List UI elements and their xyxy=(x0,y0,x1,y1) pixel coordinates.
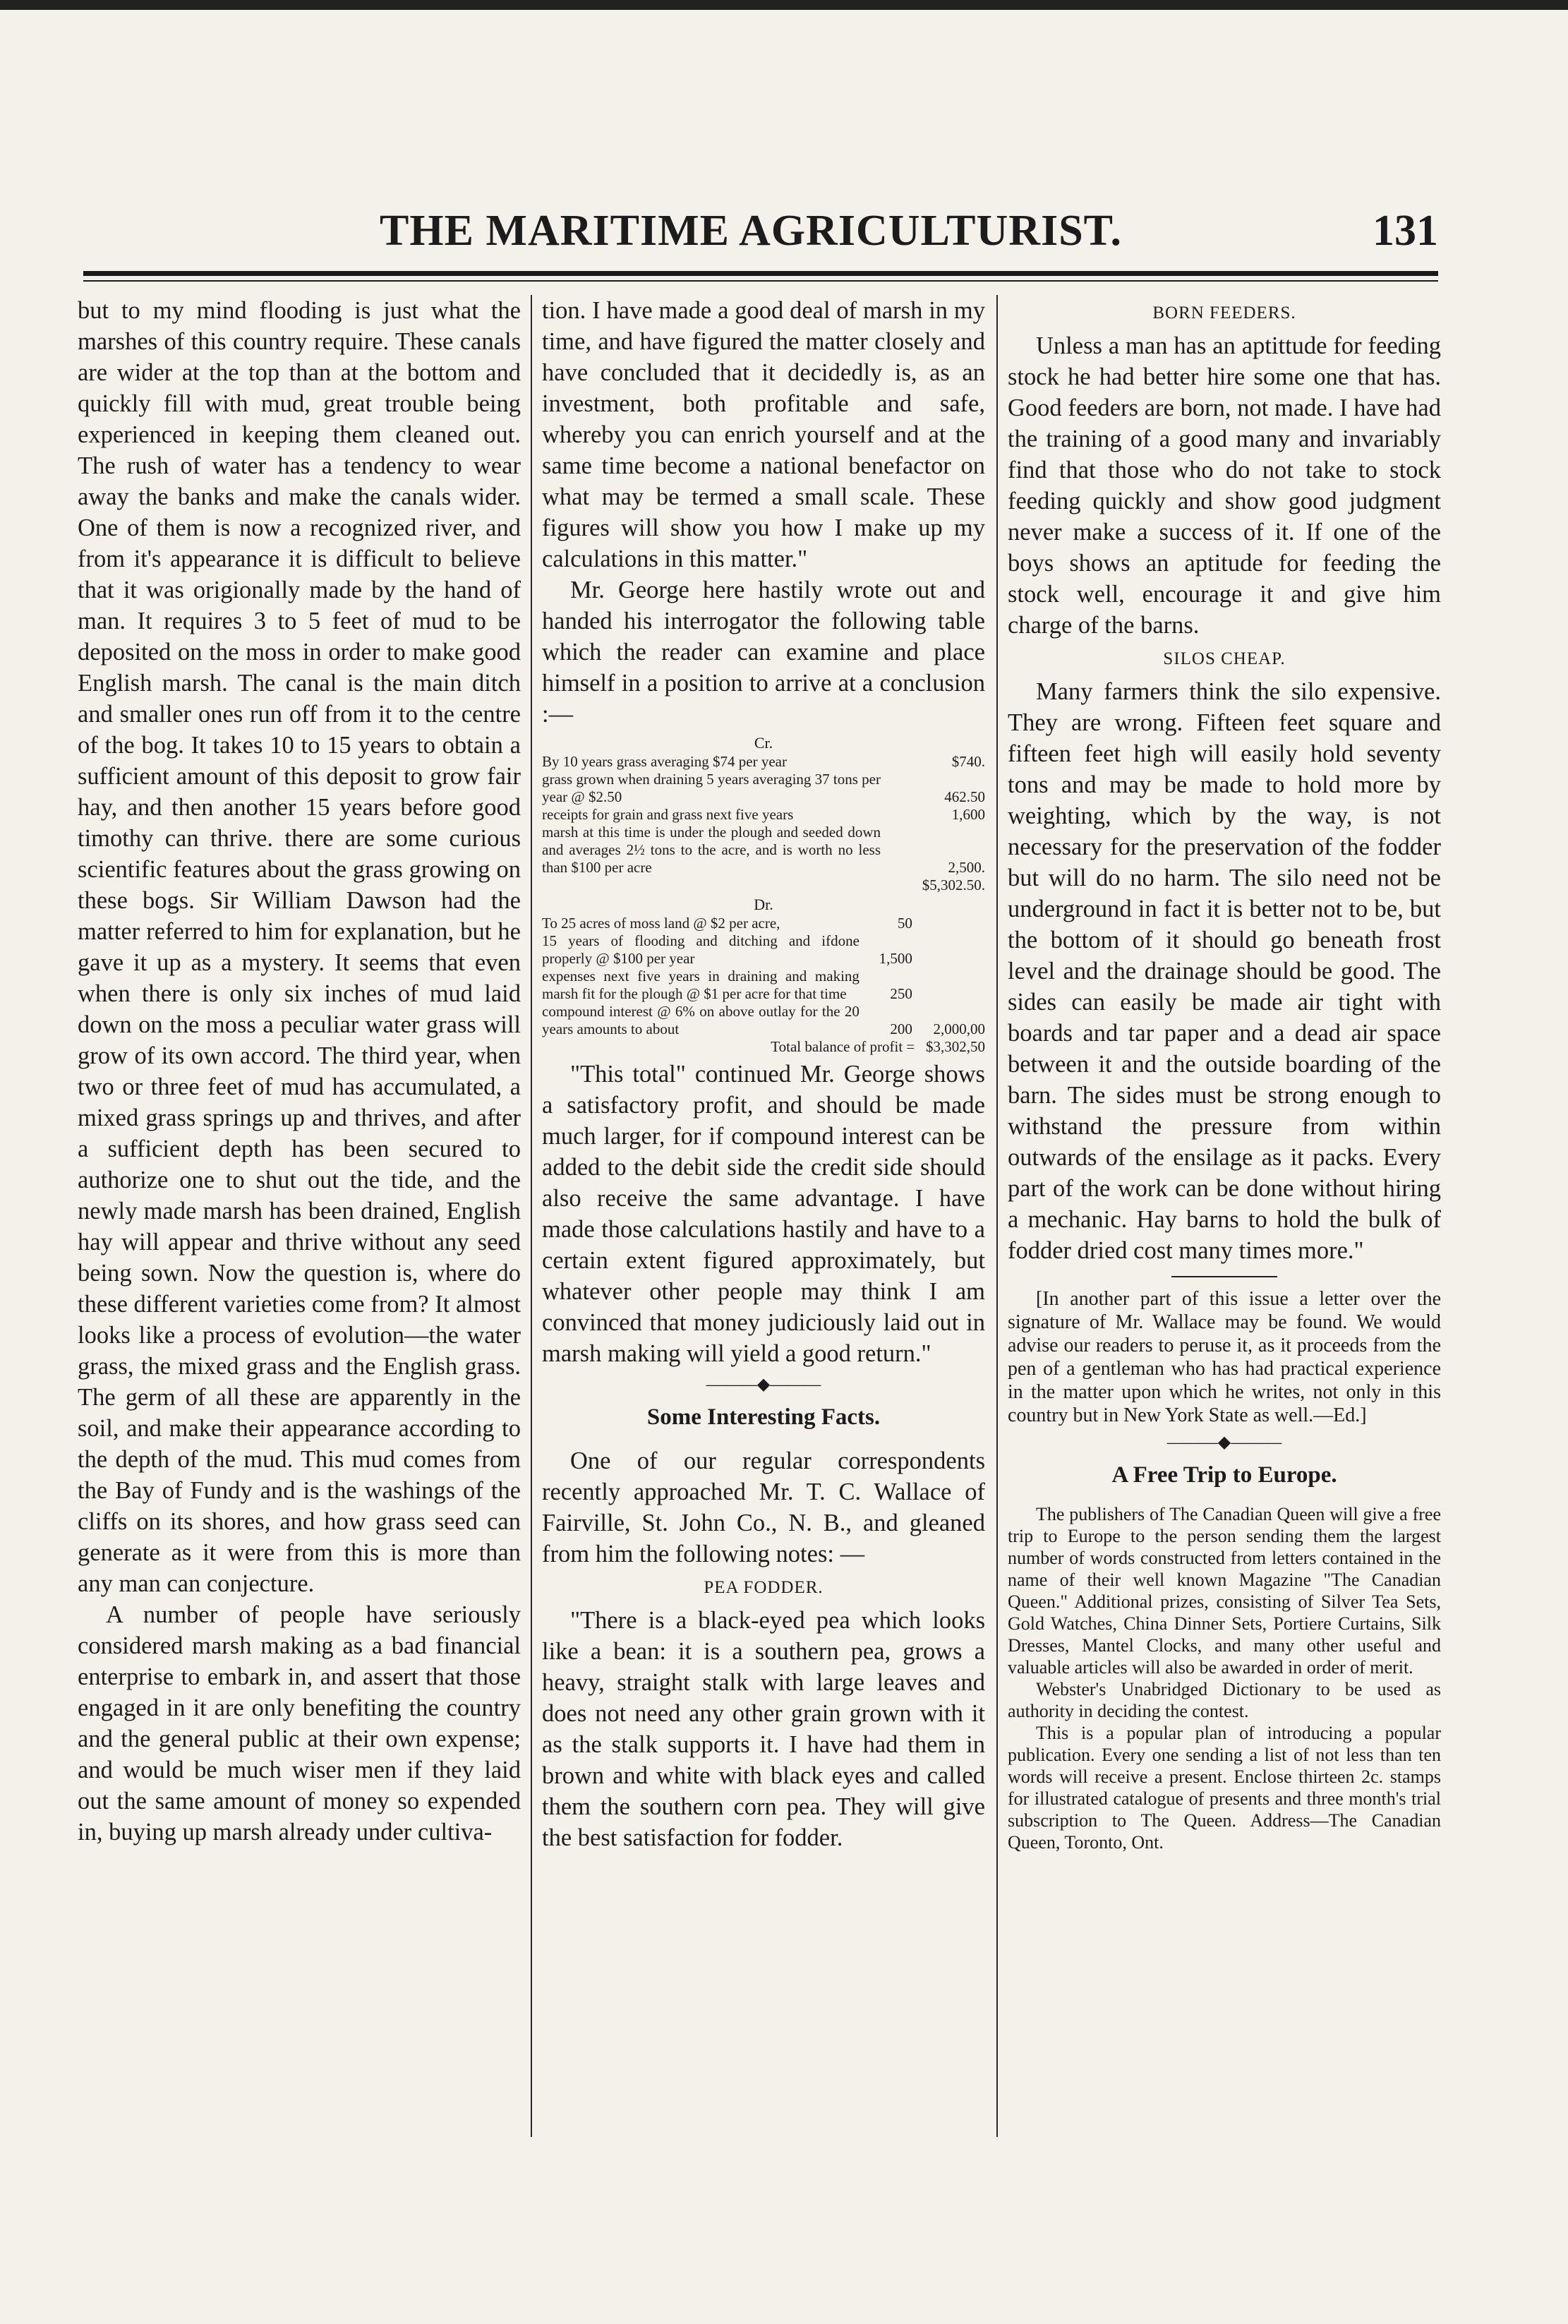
divider-line xyxy=(1171,1276,1277,1277)
page-header xyxy=(83,206,1438,263)
editor-note: [In another part of this issue a letter over the signature of Mr. Wallace may be found. We would advise our readers to peruse it, as it proceeds from the pen of a gentleman who has had practical experience in the matter upon which he writes, not only in this country but in New York State as well.—Ed.] xyxy=(1008,1288,1441,1426)
paragraph: tion. I have made a good deal of marsh in my time, and have figured the matter closely and have concluded that it decidedly is, as an investment, both profitable and safe, whereby you can enrich yourself and at the same time become a national benefactor on what may be termed a small scale. These figures will show you how I make up my calculations in this matter." xyxy=(542,297,985,572)
subheading: BORN FEEDERS. xyxy=(1152,303,1296,323)
table-row xyxy=(542,824,985,877)
section-separator: ———◆——— xyxy=(1166,1433,1282,1452)
row-text: To 25 acres of moss land @ $2 per acre, xyxy=(542,915,780,932)
row-text: grass grown when draining 5 years averaging 37 tons per year @ $2.50 xyxy=(542,771,881,805)
row-amount: $740. xyxy=(951,753,985,770)
row-amount: 1,500 xyxy=(879,950,912,967)
row-amount: 2,500. xyxy=(948,859,985,876)
advertisement-text: Webster's Unabridged Dictionary to be used as authority in deciding the contest. xyxy=(1008,1679,1441,1721)
credit-label: Cr. xyxy=(754,734,773,752)
advertisement-text: The publishers of The Canadian Queen will give a free trip to Europe to the person sending them the largest number of words constructed from letters contained in the name of their well known Magazine "The Canadian Queen." Additional prizes, consisting of Silver Tea Sets, Gold Watches, China Dinner Sets, Portiere Curtains, Silk Dresses, Mantel Clocks, and many other useful and valuable articles will also be awarded in order of merit. xyxy=(1008,1504,1441,1678)
column-1 xyxy=(78,295,521,2158)
paragraph: "There is a black-eyed pea which looks like a bean: it is a southern pea, grows a heavy, straight stalk with large leaves and does not need any other grain grown with it as the stalk supports it. I have had them in brown and white with black eyes and called them the southern corn pea. They will give the best satisfaction for fodder. xyxy=(542,1607,985,1851)
profit-label: Total balance of profit = xyxy=(771,1038,915,1055)
profit-value: $3,302,50 xyxy=(926,1038,985,1055)
header-rule xyxy=(83,271,1438,276)
table-row xyxy=(542,1003,985,1038)
paragraph: but to my mind flooding is just what the marshes of this country require. These canals are wider at the top than at the bottom and quickly fill with mud, great trouble being experienced in keeping them cleaned out. The rush of water has a tendency to wear away the banks and make the canals wider. One of them is now a recognized river, and from it's appearance it is difficult to believe that it was origionally made by the hand of man. It requires 3 to 5 feet of mud to be deposited on the moss in order to make good English marsh. The canal is the main ditch and smaller ones run off from it to the centre of the bog. It takes 10 to 15 years to obtain a sufficient amount of this deposit to grow fair hay, and then another 15 years before good timothy can thrive. there are some curious scientific features about the grass growing on these bogs. Sir William Dawson had the matter referred to him for explanation, but he gave it up as a mystery. It seems that even when there is only six inches of mud laid down on the moss a peculiar water grass will grow of its own accord. The third year, when two or three feet of mud has accumulated, a mixed grass springs up and thrives, and after a sufficient depth has been secured to authorize one to shut out the tide, and the newly made marsh has been drained, English hay will appear and thrive without any seed being sown. Now the question is, where do these different varieties come from? It almost looks like a process of evolution—the water grass, the mixed grass and the English grass. The germ of all these are apparently in the soil, and make their appearance according to the depth of the mud. This mud comes from the Bay of Fundy and is the washings of the cliffs on its shores, and how grass seed can generate as it were from this is more than any man can conjecture. xyxy=(78,297,521,1597)
debit-label: Dr. xyxy=(754,896,773,913)
column-3 xyxy=(1008,295,1441,2158)
section-heading: A Free Trip to Europe. xyxy=(1111,1462,1337,1488)
scan-top-edge xyxy=(0,0,1568,10)
table-row xyxy=(542,968,985,1003)
table-row xyxy=(542,806,985,824)
column-divider xyxy=(996,295,998,2137)
section-separator: ———◆——— xyxy=(706,1375,821,1394)
table-row xyxy=(542,753,985,771)
row-text: compound interest @ 6% on above outlay for the 20 years amounts to about xyxy=(542,1003,860,1037)
table-row xyxy=(542,915,985,932)
row-amount: 200 xyxy=(890,1020,912,1037)
paragraph: Many farmers think the silo expensive. They are wrong. Fifteen feet square and fifteen feet high will easily hold seventy tons and may be made to hold more by weighting, which by the way, is not necessary for the preservation of the fodder but will do no harm. The silo need not be underground in fact it is better not to be, but the bottom of it should go beneath frost level and the drainage should be good. The sides can easily be made air tight with boards and tar paper and a dead air space between it and the outside boarding of the barn. The sides must be strong enough to withstand the pressure from within outwards of the ensilage as it packs. Every part of the work can be done without hiring a mechanic. Hay barns to hold the bulk of fodder dried cost many times more." xyxy=(1008,678,1441,1264)
credit-total: $5,302.50. xyxy=(922,877,985,893)
paragraph: Mr. George here hastily wrote out and handed his interrogator the following table which the reader can examine and place himself in a position to arrive at a conclusion :— xyxy=(542,577,985,728)
row-amount: 462.50 xyxy=(944,788,985,805)
paragraph: "This total" continued Mr. George shows a satisfactory profit, and should be made much larger, for if compound interest can be added to the debit side the credit side should also receive the same advantage. I have made those calculations hastily and have to a certain extent figured approximately, but whatever other people may think I am convinced that money judiciously laid out in marsh making will yield a good return." xyxy=(542,1061,985,1367)
section-heading: Some Interesting Facts. xyxy=(646,1404,881,1430)
account-table xyxy=(542,734,985,1056)
publication-title: THE MARITIME AGRICULTURIST. xyxy=(380,207,1122,255)
table-row xyxy=(542,932,985,968)
paragraph: One of our regular correspondents recently approached Mr. T. C. Wallace of Fairville, St. John Co., N. B., and gleaned from him the following notes: — xyxy=(542,1447,985,1567)
column-divider xyxy=(531,295,532,2137)
table-row xyxy=(542,771,985,806)
column-2 xyxy=(542,295,985,2158)
profit-total xyxy=(542,1038,985,1056)
row-amount: 50 xyxy=(897,915,912,932)
advertisement-text: This is a popular plan of introducing a popular publication. Every one sending a list of not less than ten words will receive a present. Enclose thirteen 2c. stamps for illustrated catalogue of presents and three month's trial subscription to The Queen. Address—The Canadian Queen, Toronto, Ont. xyxy=(1008,1723,1441,1853)
row-amount: 1,600 xyxy=(951,806,985,823)
subheading: SILOS CHEAP. xyxy=(1163,649,1286,668)
row-amount: 250 xyxy=(890,985,912,1002)
header-rule-thin xyxy=(83,280,1438,282)
row-text: 15 years of flooding and ditching and ifdone properly @ $100 per year xyxy=(542,932,860,967)
paragraph: Unless a man has an aptittude for feeding stock he had better hire some one that has. Good feeders are born, not made. I have had the training of a good many and invariably find that those who do not take to stock feeding quickly and show good judgment never make a success of it. If one of the boys shows an aptitude for feeding the stock well, encourage it and give him charge of the barns. xyxy=(1008,332,1441,639)
row-text: By 10 years grass averaging $74 per year xyxy=(542,753,787,770)
row-text: expenses next five years in draining and making marsh fit for the plough @ $1 per acre for that time xyxy=(542,968,860,1002)
subheading: PEA FODDER. xyxy=(704,1578,824,1597)
row-text: marsh at this time is under the plough and seeded down and averages 2½ tons to the acre, and is worth no less than $100 per acre xyxy=(542,824,881,876)
paragraph: A number of people have seriously considered marsh making as a bad financial enterprise to embark in, and assert that those engaged in it are only benefiting the country and the general public at their own expense; and would be much wiser men if they laid out the same amount of money so expended in, buying up marsh already under cultiva- xyxy=(78,1601,521,1846)
row-extended: 2,000,00 xyxy=(933,1020,985,1037)
row-text: receipts for grain and grass next five years xyxy=(542,806,794,823)
page-number: 131 xyxy=(1373,207,1438,255)
